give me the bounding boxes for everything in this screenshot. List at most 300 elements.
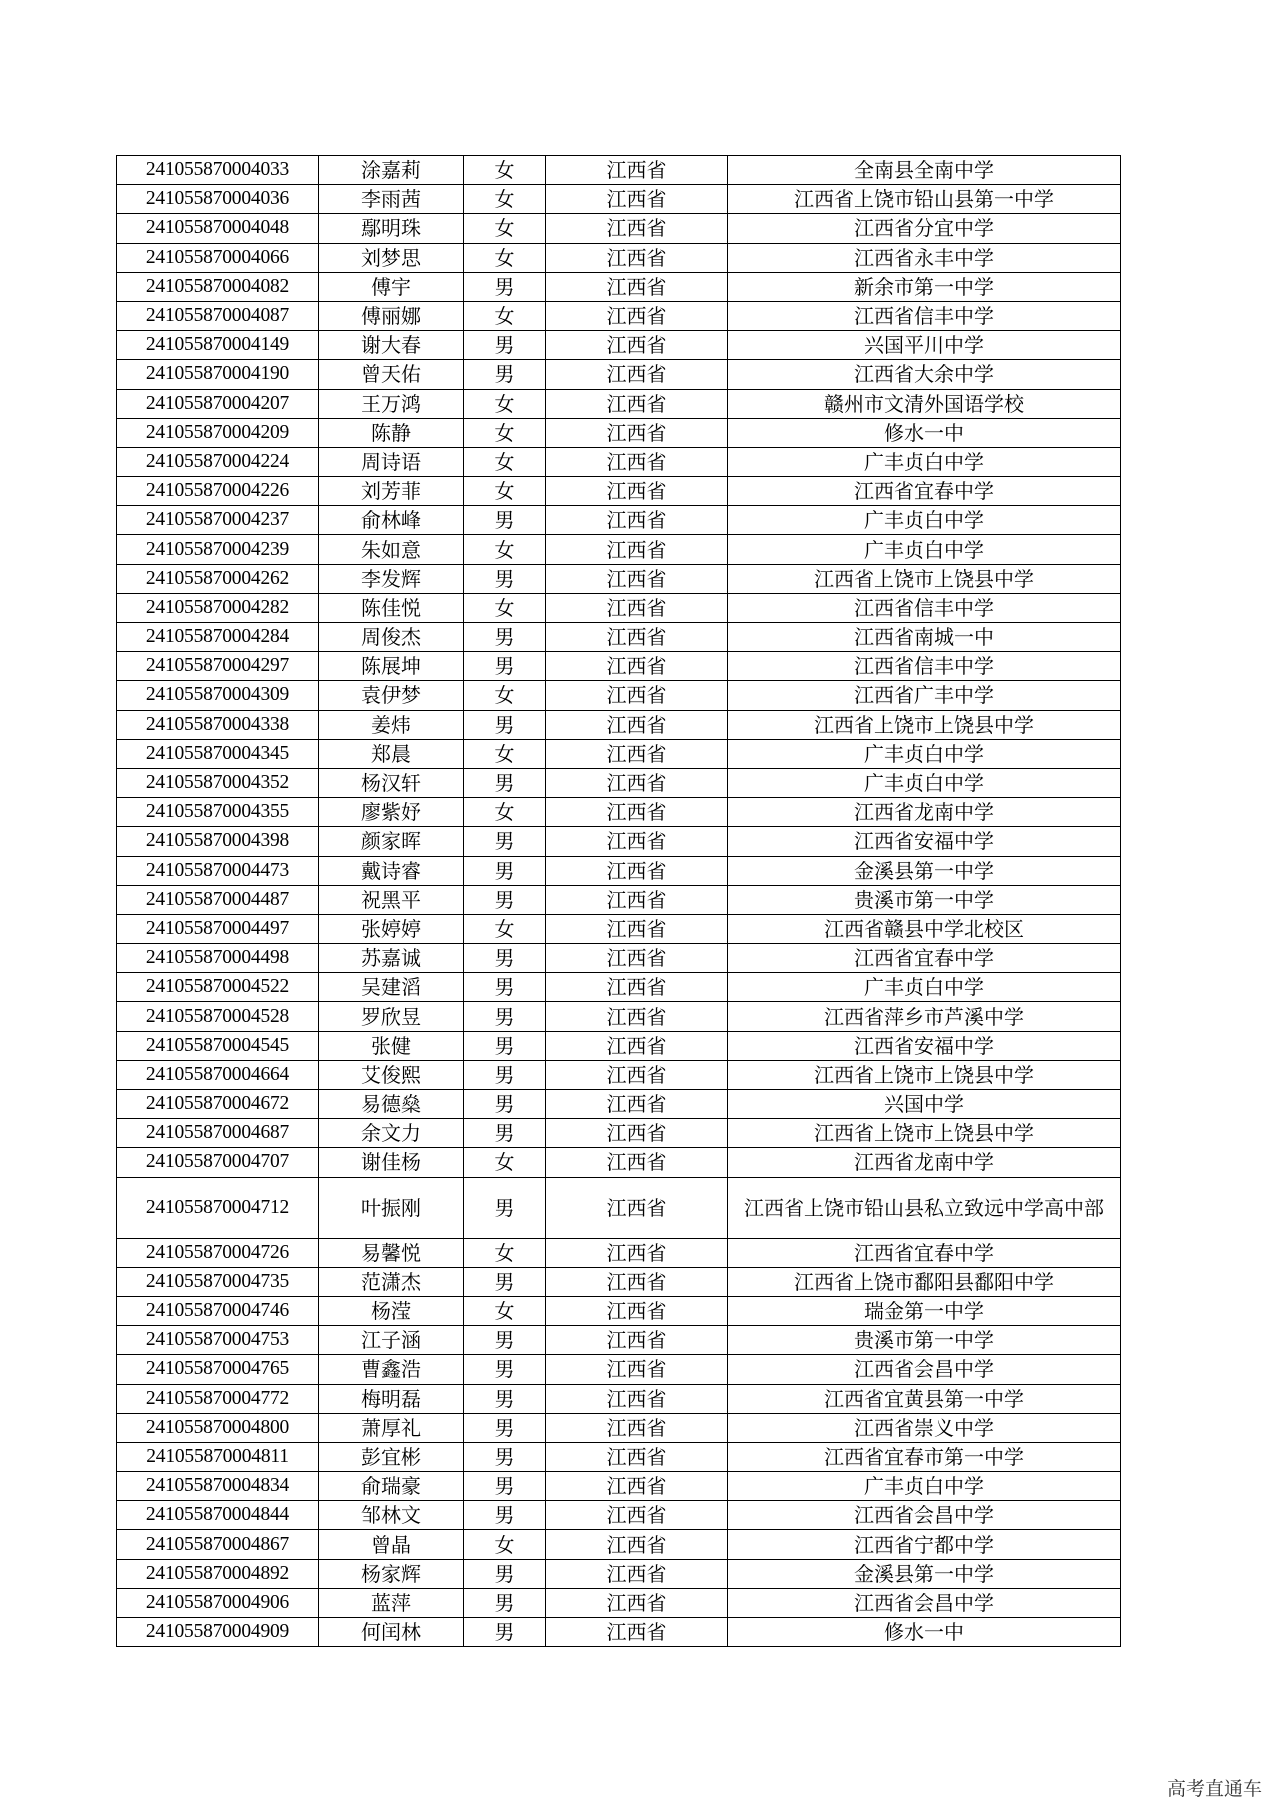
gender-cell: 男 xyxy=(464,506,546,535)
table-row xyxy=(117,1326,1121,1355)
name-cell: 鄢明珠 xyxy=(319,214,464,243)
candidate-id-cell: 241055870004707 xyxy=(117,1148,319,1177)
gender-cell: 男 xyxy=(464,827,546,856)
province-cell: 江西省 xyxy=(546,1413,728,1442)
gender-cell: 男 xyxy=(464,1119,546,1148)
candidate-id-cell: 241055870004190 xyxy=(117,360,319,389)
table-row xyxy=(117,652,1121,681)
table-row xyxy=(117,156,1121,185)
province-cell: 江西省 xyxy=(546,798,728,827)
table-row xyxy=(117,1002,1121,1031)
table-row xyxy=(117,798,1121,827)
candidate-id-cell: 241055870004226 xyxy=(117,477,319,506)
table-row xyxy=(117,856,1121,885)
school-cell: 江西省会昌中学 xyxy=(728,1588,1121,1617)
candidate-id-cell: 241055870004473 xyxy=(117,856,319,885)
province-cell: 江西省 xyxy=(546,1442,728,1471)
name-cell: 蓝萍 xyxy=(319,1588,464,1617)
watermark-text: 高考直通车 xyxy=(1166,1778,1262,1800)
candidate-id-cell: 241055870004909 xyxy=(117,1618,319,1647)
name-cell: 邹林文 xyxy=(319,1501,464,1530)
gender-cell: 男 xyxy=(464,652,546,681)
province-cell: 江西省 xyxy=(546,856,728,885)
province-cell: 江西省 xyxy=(546,1355,728,1384)
school-cell: 新余市第一中学 xyxy=(728,272,1121,301)
name-cell: 梅明磊 xyxy=(319,1384,464,1413)
candidate-id-cell: 241055870004735 xyxy=(117,1267,319,1296)
gender-cell: 男 xyxy=(464,1559,546,1588)
candidate-id-cell: 241055870004355 xyxy=(117,798,319,827)
school-cell: 江西省安福中学 xyxy=(728,827,1121,856)
candidate-id-cell: 241055870004352 xyxy=(117,768,319,797)
name-cell: 曾晶 xyxy=(319,1530,464,1559)
name-cell: 苏嘉诚 xyxy=(319,944,464,973)
gender-cell: 男 xyxy=(464,1326,546,1355)
table-row xyxy=(117,739,1121,768)
province-cell: 江西省 xyxy=(546,1238,728,1267)
name-cell: 刘芳菲 xyxy=(319,477,464,506)
gender-cell: 女 xyxy=(464,739,546,768)
school-cell: 修水一中 xyxy=(728,1618,1121,1647)
gender-cell: 女 xyxy=(464,156,546,185)
school-cell: 广丰贞白中学 xyxy=(728,447,1121,476)
province-cell: 江西省 xyxy=(546,156,728,185)
table-row xyxy=(117,768,1121,797)
candidate-id-cell: 241055870004224 xyxy=(117,447,319,476)
name-cell: 廖紫妤 xyxy=(319,798,464,827)
name-cell: 何闰林 xyxy=(319,1618,464,1647)
candidate-id-cell: 241055870004867 xyxy=(117,1530,319,1559)
province-cell: 江西省 xyxy=(546,652,728,681)
school-cell: 江西省上饶市上饶县中学 xyxy=(728,564,1121,593)
province-cell: 江西省 xyxy=(546,885,728,914)
candidate-id-cell: 241055870004048 xyxy=(117,214,319,243)
province-cell: 江西省 xyxy=(546,827,728,856)
school-cell: 全南县全南中学 xyxy=(728,156,1121,185)
name-cell: 郑晨 xyxy=(319,739,464,768)
school-cell: 广丰贞白中学 xyxy=(728,973,1121,1002)
gender-cell: 女 xyxy=(464,447,546,476)
table-row xyxy=(117,272,1121,301)
gender-cell: 男 xyxy=(464,360,546,389)
table-row xyxy=(117,1413,1121,1442)
candidate-id-cell: 241055870004498 xyxy=(117,944,319,973)
name-cell: 张健 xyxy=(319,1031,464,1060)
candidate-id-cell: 241055870004284 xyxy=(117,623,319,652)
province-cell: 江西省 xyxy=(546,506,728,535)
gender-cell: 男 xyxy=(464,1618,546,1647)
province-cell: 江西省 xyxy=(546,768,728,797)
province-cell: 江西省 xyxy=(546,272,728,301)
school-cell: 广丰贞白中学 xyxy=(728,768,1121,797)
name-cell: 罗欣昱 xyxy=(319,1002,464,1031)
school-cell: 江西省龙南中学 xyxy=(728,1148,1121,1177)
table-row xyxy=(117,214,1121,243)
gender-cell: 男 xyxy=(464,623,546,652)
table-row xyxy=(117,623,1121,652)
province-cell: 江西省 xyxy=(546,360,728,389)
gender-cell: 男 xyxy=(464,944,546,973)
school-cell: 广丰贞白中学 xyxy=(728,535,1121,564)
candidate-id-cell: 241055870004664 xyxy=(117,1060,319,1089)
gender-cell: 男 xyxy=(464,1472,546,1501)
candidate-id-cell: 241055870004528 xyxy=(117,1002,319,1031)
province-cell: 江西省 xyxy=(546,1148,728,1177)
name-cell: 涂嘉莉 xyxy=(319,156,464,185)
gender-cell: 女 xyxy=(464,243,546,272)
gender-cell: 男 xyxy=(464,885,546,914)
gender-cell: 男 xyxy=(464,1501,546,1530)
school-cell: 江西省龙南中学 xyxy=(728,798,1121,827)
gender-cell: 男 xyxy=(464,272,546,301)
candidate-id-cell: 241055870004892 xyxy=(117,1559,319,1588)
table-row xyxy=(117,1148,1121,1177)
table-row xyxy=(117,301,1121,330)
table-row xyxy=(117,1296,1121,1325)
province-cell: 江西省 xyxy=(546,739,728,768)
province-cell: 江西省 xyxy=(546,243,728,272)
name-cell: 杨汉轩 xyxy=(319,768,464,797)
gender-cell: 女 xyxy=(464,681,546,710)
province-cell: 江西省 xyxy=(546,1384,728,1413)
gender-cell: 男 xyxy=(464,1090,546,1119)
school-cell: 瑞金第一中学 xyxy=(728,1296,1121,1325)
school-cell: 兴国中学 xyxy=(728,1090,1121,1119)
gender-cell: 男 xyxy=(464,710,546,739)
name-cell: 谢佳杨 xyxy=(319,1148,464,1177)
table-row xyxy=(117,1119,1121,1148)
school-cell: 江西省会昌中学 xyxy=(728,1355,1121,1384)
table-row xyxy=(117,1472,1121,1501)
table-row xyxy=(117,535,1121,564)
school-cell: 贵溪市第一中学 xyxy=(728,885,1121,914)
table-row xyxy=(117,1501,1121,1530)
gender-cell: 男 xyxy=(464,768,546,797)
province-cell: 江西省 xyxy=(546,331,728,360)
name-cell: 姜炜 xyxy=(319,710,464,739)
table-row xyxy=(117,1530,1121,1559)
table-row xyxy=(117,564,1121,593)
gender-cell: 女 xyxy=(464,1148,546,1177)
name-cell: 颜家晖 xyxy=(319,827,464,856)
candidate-id-cell: 241055870004398 xyxy=(117,827,319,856)
gender-cell: 女 xyxy=(464,1296,546,1325)
candidate-id-cell: 241055870004036 xyxy=(117,185,319,214)
province-cell: 江西省 xyxy=(546,185,728,214)
province-cell: 江西省 xyxy=(546,681,728,710)
school-cell: 江西省赣县中学北校区 xyxy=(728,914,1121,943)
school-cell: 贵溪市第一中学 xyxy=(728,1326,1121,1355)
school-cell: 江西省信丰中学 xyxy=(728,652,1121,681)
candidate-id-cell: 241055870004066 xyxy=(117,243,319,272)
name-cell: 范潇杰 xyxy=(319,1267,464,1296)
province-cell: 江西省 xyxy=(546,973,728,1002)
table-row xyxy=(117,418,1121,447)
gender-cell: 女 xyxy=(464,798,546,827)
gender-cell: 女 xyxy=(464,214,546,243)
gender-cell: 男 xyxy=(464,973,546,1002)
name-cell: 吴建滔 xyxy=(319,973,464,1002)
name-cell: 张婷婷 xyxy=(319,914,464,943)
school-cell: 江西省安福中学 xyxy=(728,1031,1121,1060)
name-cell: 易馨悦 xyxy=(319,1238,464,1267)
gender-cell: 男 xyxy=(464,564,546,593)
name-cell: 曹鑫浩 xyxy=(319,1355,464,1384)
name-cell: 刘梦思 xyxy=(319,243,464,272)
name-cell: 余文力 xyxy=(319,1119,464,1148)
school-cell: 江西省信丰中学 xyxy=(728,593,1121,622)
gender-cell: 男 xyxy=(464,1002,546,1031)
gender-cell: 男 xyxy=(464,1177,546,1238)
school-cell: 江西省上饶市鄱阳县鄱阳中学 xyxy=(728,1267,1121,1296)
school-cell: 江西省永丰中学 xyxy=(728,243,1121,272)
candidate-id-cell: 241055870004149 xyxy=(117,331,319,360)
candidate-id-cell: 241055870004772 xyxy=(117,1384,319,1413)
candidate-id-cell: 241055870004844 xyxy=(117,1501,319,1530)
school-cell: 江西省崇义中学 xyxy=(728,1413,1121,1442)
name-cell: 易德燊 xyxy=(319,1090,464,1119)
gender-cell: 男 xyxy=(464,331,546,360)
name-cell: 周俊杰 xyxy=(319,623,464,652)
table-row xyxy=(117,447,1121,476)
province-cell: 江西省 xyxy=(546,1588,728,1617)
candidate-id-cell: 241055870004209 xyxy=(117,418,319,447)
school-cell: 江西省宜春中学 xyxy=(728,1238,1121,1267)
gender-cell: 男 xyxy=(464,856,546,885)
school-cell: 江西省萍乡市芦溪中学 xyxy=(728,1002,1121,1031)
candidate-id-cell: 241055870004753 xyxy=(117,1326,319,1355)
province-cell: 江西省 xyxy=(546,593,728,622)
candidate-id-cell: 241055870004906 xyxy=(117,1588,319,1617)
name-cell: 萧厚礼 xyxy=(319,1413,464,1442)
name-cell: 王万鸿 xyxy=(319,389,464,418)
name-cell: 谢大春 xyxy=(319,331,464,360)
school-cell: 江西省大余中学 xyxy=(728,360,1121,389)
table-row xyxy=(117,944,1121,973)
province-cell: 江西省 xyxy=(546,710,728,739)
name-cell: 陈佳悦 xyxy=(319,593,464,622)
province-cell: 江西省 xyxy=(546,535,728,564)
table-row xyxy=(117,1238,1121,1267)
candidate-id-cell: 241055870004712 xyxy=(117,1177,319,1238)
province-cell: 江西省 xyxy=(546,623,728,652)
name-cell: 曾天佑 xyxy=(319,360,464,389)
candidate-id-cell: 241055870004545 xyxy=(117,1031,319,1060)
gender-cell: 男 xyxy=(464,1442,546,1471)
school-cell: 江西省南城一中 xyxy=(728,623,1121,652)
school-cell: 江西省信丰中学 xyxy=(728,301,1121,330)
school-cell: 江西省上饶市铅山县第一中学 xyxy=(728,185,1121,214)
province-cell: 江西省 xyxy=(546,1002,728,1031)
province-cell: 江西省 xyxy=(546,1501,728,1530)
school-cell: 江西省上饶市上饶县中学 xyxy=(728,1060,1121,1089)
province-cell: 江西省 xyxy=(546,418,728,447)
school-cell: 江西省会昌中学 xyxy=(728,1501,1121,1530)
candidate-id-cell: 241055870004497 xyxy=(117,914,319,943)
gender-cell: 女 xyxy=(464,1238,546,1267)
province-cell: 江西省 xyxy=(546,1530,728,1559)
province-cell: 江西省 xyxy=(546,1119,728,1148)
gender-cell: 女 xyxy=(464,301,546,330)
province-cell: 江西省 xyxy=(546,1296,728,1325)
province-cell: 江西省 xyxy=(546,214,728,243)
province-cell: 江西省 xyxy=(546,1267,728,1296)
school-cell: 兴国平川中学 xyxy=(728,331,1121,360)
name-cell: 杨滢 xyxy=(319,1296,464,1325)
candidate-id-cell: 241055870004309 xyxy=(117,681,319,710)
province-cell: 江西省 xyxy=(546,447,728,476)
school-cell: 江西省宜黄县第一中学 xyxy=(728,1384,1121,1413)
gender-cell: 女 xyxy=(464,185,546,214)
name-cell: 朱如意 xyxy=(319,535,464,564)
school-cell: 广丰贞白中学 xyxy=(728,506,1121,535)
name-cell: 傅丽娜 xyxy=(319,301,464,330)
candidate-id-cell: 241055870004522 xyxy=(117,973,319,1002)
candidate-id-cell: 241055870004297 xyxy=(117,652,319,681)
name-cell: 彭宜彬 xyxy=(319,1442,464,1471)
table-row xyxy=(117,973,1121,1002)
candidate-id-cell: 241055870004033 xyxy=(117,156,319,185)
table-row xyxy=(117,1060,1121,1089)
candidate-id-cell: 241055870004726 xyxy=(117,1238,319,1267)
table-row xyxy=(117,1559,1121,1588)
gender-cell: 男 xyxy=(464,1413,546,1442)
candidate-id-cell: 241055870004672 xyxy=(117,1090,319,1119)
candidate-id-cell: 241055870004239 xyxy=(117,535,319,564)
table-row xyxy=(117,243,1121,272)
table-row xyxy=(117,1442,1121,1471)
candidate-id-cell: 241055870004811 xyxy=(117,1442,319,1471)
candidate-id-cell: 241055870004800 xyxy=(117,1413,319,1442)
gender-cell: 女 xyxy=(464,535,546,564)
province-cell: 江西省 xyxy=(546,914,728,943)
candidate-id-cell: 241055870004338 xyxy=(117,710,319,739)
candidate-id-cell: 241055870004487 xyxy=(117,885,319,914)
school-cell: 江西省分宜中学 xyxy=(728,214,1121,243)
table-row xyxy=(117,185,1121,214)
gender-cell: 男 xyxy=(464,1267,546,1296)
province-cell: 江西省 xyxy=(546,1090,728,1119)
name-cell: 袁伊梦 xyxy=(319,681,464,710)
school-cell: 江西省宜春中学 xyxy=(728,944,1121,973)
table-row xyxy=(117,593,1121,622)
gender-cell: 女 xyxy=(464,593,546,622)
table-row xyxy=(117,1618,1121,1647)
name-cell: 戴诗睿 xyxy=(319,856,464,885)
candidate-id-cell: 241055870004207 xyxy=(117,389,319,418)
table-row xyxy=(117,914,1121,943)
gender-cell: 男 xyxy=(464,1060,546,1089)
name-cell: 杨家辉 xyxy=(319,1559,464,1588)
province-cell: 江西省 xyxy=(546,1559,728,1588)
province-cell: 江西省 xyxy=(546,564,728,593)
province-cell: 江西省 xyxy=(546,1031,728,1060)
table-row xyxy=(117,1177,1121,1238)
table-row xyxy=(117,389,1121,418)
province-cell: 江西省 xyxy=(546,944,728,973)
gender-cell: 女 xyxy=(464,1530,546,1559)
gender-cell: 男 xyxy=(464,1384,546,1413)
province-cell: 江西省 xyxy=(546,1326,728,1355)
province-cell: 江西省 xyxy=(546,301,728,330)
gender-cell: 女 xyxy=(464,418,546,447)
table-row xyxy=(117,1267,1121,1296)
gender-cell: 女 xyxy=(464,389,546,418)
name-cell: 陈展坤 xyxy=(319,652,464,681)
school-cell: 江西省宜春中学 xyxy=(728,477,1121,506)
name-cell: 俞瑞豪 xyxy=(319,1472,464,1501)
table-row xyxy=(117,1355,1121,1384)
name-cell: 江子涵 xyxy=(319,1326,464,1355)
province-cell: 江西省 xyxy=(546,1060,728,1089)
school-cell: 江西省上饶市上饶县中学 xyxy=(728,1119,1121,1148)
school-cell: 金溪县第一中学 xyxy=(728,856,1121,885)
candidate-id-cell: 241055870004237 xyxy=(117,506,319,535)
gender-cell: 男 xyxy=(464,1031,546,1060)
name-cell: 俞林峰 xyxy=(319,506,464,535)
table-row xyxy=(117,506,1121,535)
candidate-id-cell: 241055870004765 xyxy=(117,1355,319,1384)
table-row xyxy=(117,360,1121,389)
table-row xyxy=(117,827,1121,856)
name-cell: 李雨茜 xyxy=(319,185,464,214)
name-cell: 艾俊熙 xyxy=(319,1060,464,1089)
candidate-id-cell: 241055870004082 xyxy=(117,272,319,301)
name-cell: 傅宇 xyxy=(319,272,464,301)
gender-cell: 男 xyxy=(464,1355,546,1384)
province-cell: 江西省 xyxy=(546,477,728,506)
table-row xyxy=(117,681,1121,710)
roster-table xyxy=(116,155,1121,1647)
name-cell: 李发辉 xyxy=(319,564,464,593)
candidate-id-cell: 241055870004746 xyxy=(117,1296,319,1325)
province-cell: 江西省 xyxy=(546,1618,728,1647)
candidate-id-cell: 241055870004262 xyxy=(117,564,319,593)
table-row xyxy=(117,477,1121,506)
province-cell: 江西省 xyxy=(546,389,728,418)
candidate-id-cell: 241055870004087 xyxy=(117,301,319,330)
table-row xyxy=(117,1384,1121,1413)
name-cell: 祝黑平 xyxy=(319,885,464,914)
school-cell: 江西省广丰中学 xyxy=(728,681,1121,710)
roster-body xyxy=(117,156,1121,1647)
candidate-id-cell: 241055870004345 xyxy=(117,739,319,768)
school-cell: 江西省上饶市上饶县中学 xyxy=(728,710,1121,739)
school-cell: 赣州市文清外国语学校 xyxy=(728,389,1121,418)
school-cell: 江西省宁都中学 xyxy=(728,1530,1121,1559)
name-cell: 叶振刚 xyxy=(319,1177,464,1238)
table-row xyxy=(117,1031,1121,1060)
school-cell: 广丰贞白中学 xyxy=(728,739,1121,768)
table-row xyxy=(117,331,1121,360)
school-cell: 江西省上饶市铅山县私立致远中学高中部 xyxy=(728,1177,1121,1238)
candidate-id-cell: 241055870004687 xyxy=(117,1119,319,1148)
school-cell: 修水一中 xyxy=(728,418,1121,447)
province-cell: 江西省 xyxy=(546,1472,728,1501)
gender-cell: 女 xyxy=(464,477,546,506)
candidate-id-cell: 241055870004282 xyxy=(117,593,319,622)
table-row xyxy=(117,1588,1121,1617)
table-row xyxy=(117,1090,1121,1119)
school-cell: 江西省宜春市第一中学 xyxy=(728,1442,1121,1471)
table-row xyxy=(117,885,1121,914)
table-row xyxy=(117,710,1121,739)
candidate-id-cell: 241055870004834 xyxy=(117,1472,319,1501)
school-cell: 广丰贞白中学 xyxy=(728,1472,1121,1501)
school-cell: 金溪县第一中学 xyxy=(728,1559,1121,1588)
gender-cell: 女 xyxy=(464,914,546,943)
province-cell: 江西省 xyxy=(546,1177,728,1238)
